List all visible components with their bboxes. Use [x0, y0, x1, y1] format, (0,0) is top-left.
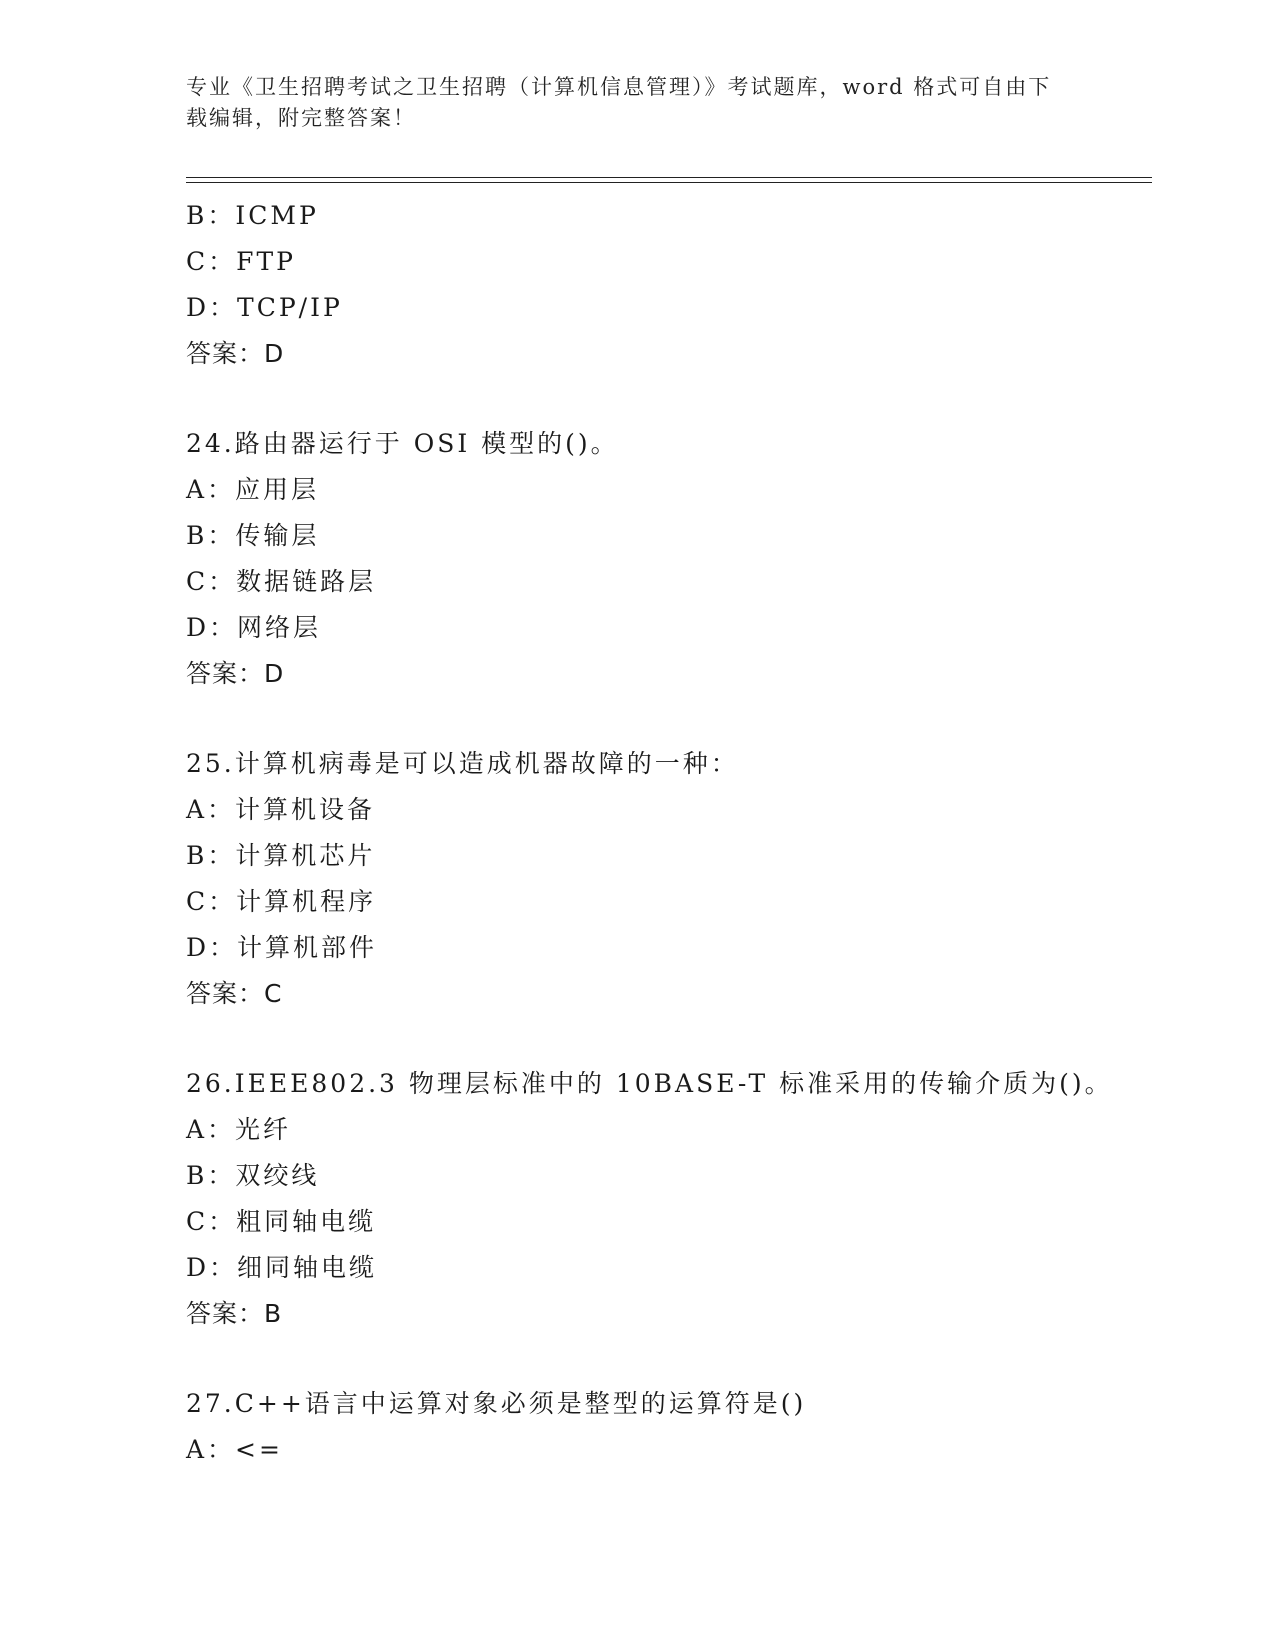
question-stem: 24.路由器运行于 OSI 模型的()。	[186, 429, 619, 458]
option-d: D：细同轴电缆	[186, 1253, 378, 1282]
question-stem: 25.计算机病毒是可以造成机器故障的一种：	[186, 749, 739, 778]
document-header: 专业《卫生招聘考试之卫生招聘（计算机信息管理）》考试题库，word 格式可自由下载编辑，附完整答案！	[186, 75, 1052, 130]
answer-line: 答案：C	[186, 979, 283, 1008]
option-d: D：计算机部件	[186, 933, 378, 962]
question-block-26	[186, 1061, 1152, 1337]
option-b: B：ICMP	[186, 201, 319, 230]
answer-line: 答案：D	[186, 659, 285, 688]
option-b: B：双绞线	[186, 1161, 320, 1190]
question-list	[186, 193, 1152, 1473]
question-stem: 26.IEEE802.3 物理层标准中的 10BASE-T 标准采用的传输介质为()。	[186, 1069, 1113, 1098]
option-a: A：<=	[186, 1435, 283, 1464]
option-d: D：网络层	[186, 613, 322, 642]
header-rule-bottom	[186, 182, 1152, 183]
question-block-25	[186, 741, 1152, 1017]
option-a: A：计算机设备	[186, 795, 376, 824]
option-a: A：应用层	[186, 475, 320, 504]
option-c: C：计算机程序	[186, 887, 377, 916]
question-block-27	[186, 1381, 1152, 1473]
option-d: D：TCP/IP	[186, 293, 343, 322]
option-b: B：计算机芯片	[186, 841, 376, 870]
option-c: C：FTP	[186, 247, 296, 276]
answer-line: 答案：B	[186, 1299, 283, 1328]
answer-line: 答案：D	[186, 339, 285, 368]
option-b: B：传输层	[186, 521, 320, 550]
option-c: C：数据链路层	[186, 567, 377, 596]
option-c: C：粗同轴电缆	[186, 1207, 377, 1236]
question-block-24	[186, 421, 1152, 697]
question-block-partial	[186, 193, 1152, 377]
option-a: A：光纤	[186, 1115, 292, 1144]
header-rule-top	[186, 177, 1152, 178]
question-stem: 27.C++语言中运算对象必须是整型的运算符是()	[186, 1389, 807, 1418]
